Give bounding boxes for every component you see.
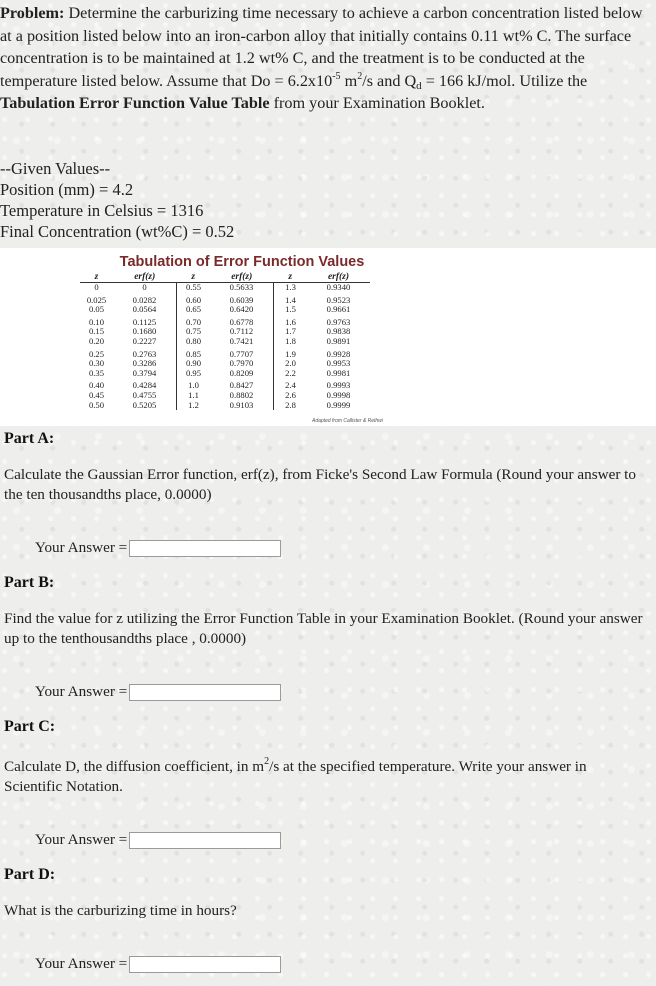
erf-header-erf-3: erf(z) <box>327 272 350 282</box>
erf-value-cell: 0.6039 <box>229 294 254 305</box>
problem-statement <box>0 2 650 115</box>
erf-z-cell: 1.0 <box>177 378 211 391</box>
erf-value-cell: 0.7707 <box>229 348 254 359</box>
table-reference: Tabulation Error Function Value Table <box>0 94 270 112</box>
part-c-answer-input[interactable] <box>129 832 281 849</box>
erf-value-cell: 0.9103 <box>229 399 254 410</box>
erf-z-cell: 0 <box>80 283 113 293</box>
problem-text-1: Determine the carburizing time necessary to achieve a carbon concentration listed below at a position listed below into an iron-carbon alloy that initially contains 0.11 wt% C. The surface concentration is to be maintained at 1.2 wt% C, and the treatment is to be conducted at the temperature listed below. Assume that Do = 6.2x10 <box>0 4 643 90</box>
erf-z-cell: 0.15 <box>88 326 105 337</box>
erf-value-cell: 0.8802 <box>229 389 254 400</box>
erf-value-cell: 0.1680 <box>132 326 157 337</box>
error-function-table-image <box>0 248 656 426</box>
erf-value-cell: 0.9993 <box>326 380 351 391</box>
part-c-question <box>4 757 644 796</box>
erf-table-row <box>80 283 370 293</box>
problem-exponent-2: 2 <box>357 70 363 82</box>
erf-z-cell: 0.30 <box>88 358 105 369</box>
erf-value-cell: 0.3286 <box>132 358 157 369</box>
erf-z-cell: 0.90 <box>177 359 211 369</box>
part-d-answer-label: Your Answer = <box>35 955 128 972</box>
erf-z-cell: 2.2 <box>274 369 308 379</box>
given-final-concentration: Final Concentration (wt%C) = 0.52 <box>0 222 235 241</box>
erf-z-cell: 0.95 <box>177 369 211 379</box>
problem-text-2: m <box>340 71 358 90</box>
erf-value-cell: 0.0564 <box>132 304 157 315</box>
erf-value-cell: 0.5633 <box>210 283 274 293</box>
erf-table-row <box>80 305 370 315</box>
erf-z-cell: 2.6 <box>274 391 308 401</box>
erf-value-cell: 0.6778 <box>229 316 254 327</box>
erf-z-cell: 2.8 <box>274 401 308 411</box>
part-b-question: Find the value for z utilizing the Error Function Table in your Examination Booklet. (Round your answer up to the tenthousandths place , 0.0000) <box>4 610 643 647</box>
erf-value-cell: 0.7421 <box>229 335 254 346</box>
part-d-question: What is the carburizing time in hours? <box>4 902 237 919</box>
part-d-answer-row <box>35 955 281 973</box>
problem-text-4: = 166 kJ/mol. Utilize the <box>421 71 588 90</box>
part-c-question-text-1: Calculate D, the diffusion coefficient, in m <box>4 758 265 775</box>
erf-z-cell: 0.40 <box>88 380 105 391</box>
problem-subscript: d <box>416 79 422 92</box>
erf-value-cell: 0.4755 <box>132 389 157 400</box>
erf-table-row <box>80 401 370 411</box>
erf-z-cell: 0.20 <box>88 335 105 346</box>
part-b-answer-input[interactable] <box>129 684 281 701</box>
given-temperature: Temperature in Celsius = 1316 <box>0 201 204 220</box>
erf-value-cell: 0.9763 <box>326 316 351 327</box>
erf-z-cell: 0.55 <box>177 283 211 293</box>
erf-z-cell: 0.75 <box>177 327 211 337</box>
erf-value-cell: 0.2227 <box>132 335 157 346</box>
erf-z-cell: 0.05 <box>88 304 105 315</box>
erf-z-cell: 1.7 <box>274 327 308 337</box>
erf-z-cell: 2.0 <box>274 359 308 369</box>
erf-table-row <box>80 337 370 347</box>
part-c-answer-row <box>35 831 281 849</box>
erf-z-cell: 0.25 <box>88 348 105 359</box>
given-heading: --Given Values-- <box>0 159 111 178</box>
part-d-answer-input[interactable] <box>129 956 281 973</box>
erf-value-cell: 0.2763 <box>132 348 157 359</box>
erf-z-cell: 0.60 <box>177 293 211 306</box>
part-a-heading: Part A: <box>4 430 55 447</box>
part-a-question: Calculate the Gaussian Error function, erf(z), from Ficke's Second Law Formula (Round your answer to the ten thousandths place, 0.0000) <box>4 466 636 503</box>
erf-table-body <box>80 283 370 411</box>
erf-header-erf-1: erf(z) <box>134 272 156 282</box>
erf-z-cell: 2.4 <box>274 378 308 391</box>
erf-value-cell: 0.9838 <box>326 326 351 337</box>
erf-value-cell: 0.5205 <box>132 399 157 410</box>
given-values <box>0 158 650 242</box>
erf-value-cell: 0.1125 <box>132 316 157 327</box>
erf-value-cell: 0.9891 <box>326 335 351 346</box>
erf-value-cell: 0.9928 <box>326 348 351 359</box>
erf-z-cell: 0.85 <box>177 347 211 360</box>
erf-table <box>80 273 370 410</box>
erf-z-cell: 1.6 <box>274 315 308 328</box>
erf-value-cell: 0 <box>113 283 177 293</box>
erf-value-cell: 0.7112 <box>229 326 254 337</box>
part-c-question-text-2: /s at the specified temperature. Write your answer in Scientific Notation. <box>4 758 587 795</box>
part-a-answer-label: Your Answer = <box>35 539 128 556</box>
problem-text-3: /s and Q <box>362 71 417 90</box>
erf-z-cell: 0.025 <box>86 294 107 305</box>
erf-z-cell: 1.4 <box>274 293 308 306</box>
erf-z-cell: 0.70 <box>177 315 211 328</box>
erf-value-cell: 0.9340 <box>307 283 370 293</box>
table-attribution: Adapted from Callister & Rethwi <box>312 418 383 424</box>
erf-z-cell: 1.3 <box>274 283 308 293</box>
erf-value-cell: 0.9998 <box>326 389 351 400</box>
erf-z-cell: 0.65 <box>177 305 211 315</box>
erf-z-cell: 1.5 <box>274 305 308 315</box>
erf-value-cell: 0.8209 <box>229 367 254 378</box>
part-d-heading: Part D: <box>4 866 56 883</box>
part-c-heading: Part C: <box>4 718 56 735</box>
part-a-answer-input[interactable] <box>129 540 281 557</box>
erf-value-cell: 0.9981 <box>326 367 351 378</box>
part-a-answer-row <box>35 539 281 557</box>
erf-z-cell: 0.50 <box>88 399 105 410</box>
erf-value-cell: 0.6420 <box>229 304 254 315</box>
erf-table-title: Tabulation of Error Function Values <box>119 254 365 270</box>
erf-value-cell: 0.4284 <box>132 380 157 391</box>
part-b-heading: Part B: <box>4 574 55 591</box>
erf-z-cell: 1.2 <box>177 401 211 411</box>
erf-value-cell: 0.9999 <box>326 399 351 410</box>
erf-header-z-1: z <box>94 272 99 282</box>
erf-z-cell: 1.9 <box>274 347 308 360</box>
given-position: Position (mm) = 4.2 <box>0 180 134 199</box>
problem-label: Problem: <box>0 4 65 22</box>
part-b-answer-row <box>35 683 281 701</box>
erf-z-cell: 0.10 <box>88 316 105 327</box>
part-c-answer-label: Your Answer = <box>35 831 128 848</box>
erf-z-cell: 1.1 <box>177 391 211 401</box>
part-b-answer-label: Your Answer = <box>35 683 128 700</box>
erf-value-cell: 0.3794 <box>132 367 157 378</box>
erf-value-cell: 0.8427 <box>229 380 254 391</box>
erf-value-cell: 0.9661 <box>326 304 351 315</box>
erf-z-cell: 0.45 <box>88 389 105 400</box>
erf-value-cell: 0.9523 <box>326 294 351 305</box>
erf-value-cell: 0.7970 <box>229 358 254 369</box>
erf-value-cell: 0.9953 <box>326 358 351 369</box>
erf-z-cell: 1.8 <box>274 337 308 347</box>
part-c-question-exponent: 2 <box>264 756 270 767</box>
erf-z-cell: 0.80 <box>177 337 211 347</box>
erf-header-erf-2: erf(z) <box>231 272 253 282</box>
problem-exponent-1: -5 <box>332 70 341 82</box>
problem-text-5: from your Examination Booklet. <box>269 94 485 112</box>
erf-header-z-2: z <box>191 272 196 282</box>
erf-value-cell: 0.0282 <box>132 294 157 305</box>
erf-header-z-3: z <box>288 272 293 282</box>
erf-table-row <box>80 369 370 379</box>
erf-z-cell: 0.35 <box>88 367 105 378</box>
